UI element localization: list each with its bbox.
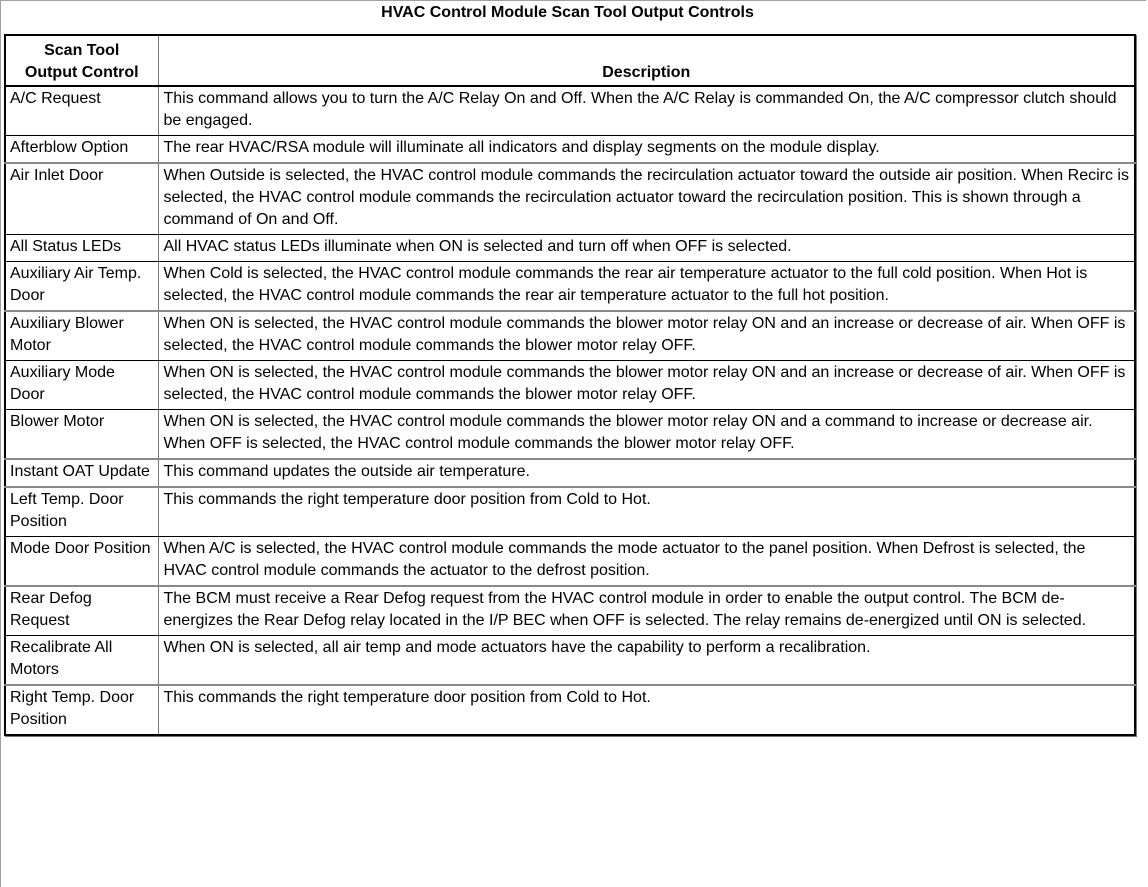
control-name-cell: Instant OAT Update bbox=[5, 459, 158, 487]
description-cell: The rear HVAC/RSA module will illuminate all indicators and display segments on the module display. bbox=[158, 136, 1135, 164]
table-row bbox=[5, 136, 1135, 164]
description-cell: The BCM must receive a Rear Defog request from the HVAC control module in order to enable the output control. The BCM de-energizes the Rear Defog relay located in the I/P BEC when OFF is selected. The relay remains de-energized until ON is selected. bbox=[158, 586, 1135, 636]
description-cell: This commands the right temperature door position from Cold to Hot. bbox=[158, 685, 1135, 735]
description-cell: When ON is selected, the HVAC control module commands the blower motor relay ON and a command to increase or decrease air. When OFF is selected, the HVAC control module commands the blower motor relay OFF. bbox=[158, 410, 1135, 460]
table-row bbox=[5, 685, 1135, 735]
table-header-row bbox=[5, 35, 1135, 86]
column-header-line: Output Control bbox=[24, 64, 139, 81]
description-cell: When Cold is selected, the HVAC control module commands the rear air temperature actuator to the full cold position. When Hot is selected, the HVAC control module commands the rear air temperature actuator to the full hot position. bbox=[158, 262, 1135, 312]
control-name-cell: All Status LEDs bbox=[5, 235, 158, 262]
control-name-cell: Rear Defog Request bbox=[5, 586, 158, 636]
description-cell: This commands the right temperature door position from Cold to Hot. bbox=[158, 487, 1135, 537]
control-name-cell: Recalibrate All Motors bbox=[5, 636, 158, 686]
table-row bbox=[5, 410, 1135, 460]
column-header-line: Scan Tool bbox=[44, 42, 120, 59]
output-controls-table-wrapper bbox=[4, 34, 1134, 736]
table-row bbox=[5, 487, 1135, 537]
description-cell: When Outside is selected, the HVAC control module commands the recirculation actuator toward the outside air position. When Recirc is selected, the HVAC control module commands the recirculation actuator toward the recirculation position. This is shown through a command of On and Off. bbox=[158, 163, 1135, 235]
table-row bbox=[5, 537, 1135, 587]
column-header-output-control bbox=[5, 35, 158, 86]
control-name-cell: Blower Motor bbox=[5, 410, 158, 460]
table-row bbox=[5, 586, 1135, 636]
table-body bbox=[5, 86, 1135, 735]
control-name-cell: A/C Request bbox=[5, 86, 158, 136]
document-title: HVAC Control Module Scan Tool Output Controls bbox=[381, 4, 754, 21]
table-row bbox=[5, 235, 1135, 262]
control-name-cell: Mode Door Position bbox=[5, 537, 158, 587]
description-cell: All HVAC status LEDs illuminate when ON is selected and turn off when OFF is selected. bbox=[158, 235, 1135, 262]
table-row bbox=[5, 86, 1135, 136]
column-header-description: Description bbox=[158, 35, 1135, 86]
table-row bbox=[5, 163, 1135, 235]
control-name-cell: Auxiliary Air Temp. Door bbox=[5, 262, 158, 312]
table-row bbox=[5, 311, 1135, 361]
description-cell: When ON is selected, the HVAC control module commands the blower motor relay ON and an increase or decrease of air. When OFF is selected, the HVAC control module commands the blower motor relay OFF. bbox=[158, 361, 1135, 410]
output-controls-table bbox=[4, 34, 1136, 736]
description-cell: This command allows you to turn the A/C Relay On and Off. When the A/C Relay is commanded On, the A/C compressor clutch should be engaged. bbox=[158, 86, 1135, 136]
control-name-cell: Air Inlet Door bbox=[5, 163, 158, 235]
table-row bbox=[5, 636, 1135, 686]
description-cell: This command updates the outside air temperature. bbox=[158, 459, 1135, 487]
description-cell: When A/C is selected, the HVAC control module commands the mode actuator to the panel position. When Defrost is selected, the HVAC control module commands the actuator to the defrost position. bbox=[158, 537, 1135, 587]
control-name-cell: Auxiliary Blower Motor bbox=[5, 311, 158, 361]
description-cell: When ON is selected, the HVAC control module commands the blower motor relay ON and an increase or decrease of air. When OFF is selected, the HVAC control module commands the blower motor relay OFF. bbox=[158, 311, 1135, 361]
description-cell: When ON is selected, all air temp and mode actuators have the capability to perform a recalibration. bbox=[158, 636, 1135, 686]
table-row bbox=[5, 459, 1135, 487]
control-name-cell: Left Temp. Door Position bbox=[5, 487, 158, 537]
control-name-cell: Right Temp. Door Position bbox=[5, 685, 158, 735]
control-name-cell: Auxiliary Mode Door bbox=[5, 361, 158, 410]
control-name-cell: Afterblow Option bbox=[5, 136, 158, 164]
table-row bbox=[5, 361, 1135, 410]
table-row bbox=[5, 262, 1135, 312]
